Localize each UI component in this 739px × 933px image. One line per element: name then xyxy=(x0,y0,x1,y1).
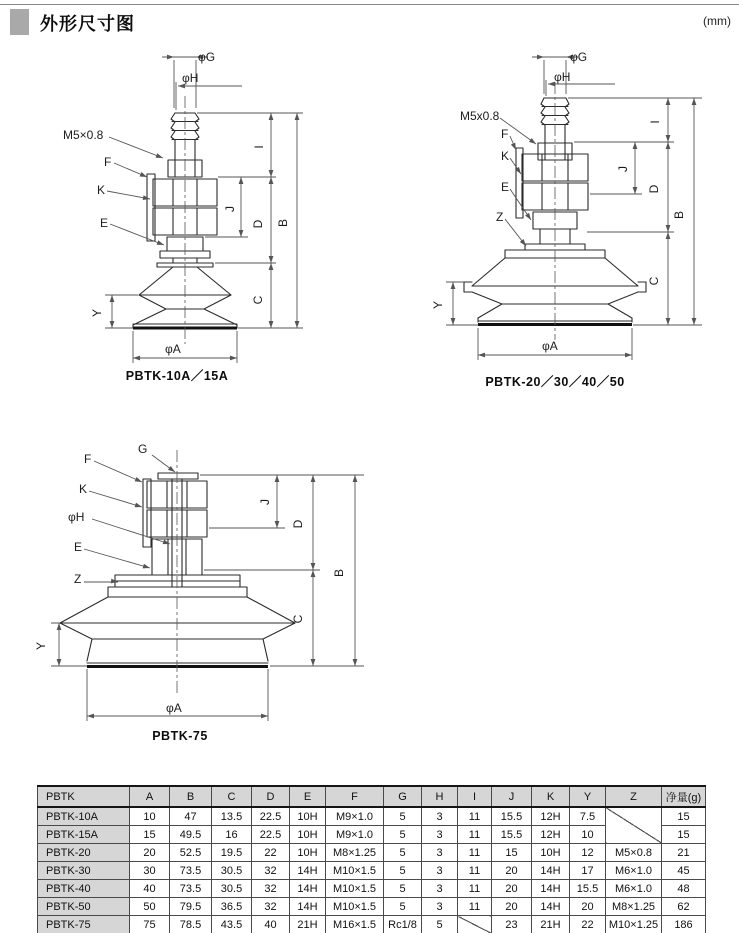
table-cell: 3 xyxy=(422,826,458,844)
table-cell: 21 xyxy=(662,844,706,862)
dim-label-phiH: φH xyxy=(68,510,85,524)
column-header: B xyxy=(170,786,212,807)
table-cell: 30.5 xyxy=(212,880,252,898)
row-model: PBTK-10A xyxy=(38,807,130,826)
dim-label-J: J xyxy=(258,499,272,505)
dim-label-F: F xyxy=(104,155,112,169)
table-cell: 5 xyxy=(384,826,422,844)
table-cell: 12H xyxy=(532,807,570,826)
table-cell: 10H xyxy=(290,844,326,862)
dim-label-F: F xyxy=(501,127,509,141)
table-row xyxy=(38,807,706,826)
row-model: PBTK-30 xyxy=(38,862,130,880)
table-cell: 11 xyxy=(458,807,492,826)
dim-label-D: D xyxy=(647,184,661,194)
technical-drawing xyxy=(30,435,375,755)
table-cell: 10H xyxy=(290,807,326,826)
column-header: A xyxy=(130,786,170,807)
dim-label-B: B xyxy=(332,568,346,578)
table-cell: 49.5 xyxy=(170,826,212,844)
table-cell: 3 xyxy=(422,844,458,862)
dim-label-K: K xyxy=(97,183,106,197)
figure-caption: PBTK-75 xyxy=(152,729,208,743)
table-cell: 22.5 xyxy=(252,826,290,844)
dim-label-D: D xyxy=(291,519,305,529)
table-cell: 12H xyxy=(532,826,570,844)
table-row xyxy=(38,844,706,862)
table-cell: M16×1.5 xyxy=(326,916,384,933)
page-title: 外形尺寸图 xyxy=(40,14,135,34)
dim-label-phiH: φH xyxy=(182,71,199,85)
table-cell: 12 xyxy=(570,844,606,862)
column-header: J xyxy=(492,786,532,807)
table-cell: 3 xyxy=(422,898,458,916)
table-cell: 79.5 xyxy=(170,898,212,916)
column-header: E xyxy=(290,786,326,807)
technical-drawing xyxy=(35,48,315,393)
column-header: PBTK xyxy=(38,786,130,807)
dim-label-D: D xyxy=(251,219,265,229)
dim-label-E: E xyxy=(501,180,510,194)
dim-label-phiG: φG xyxy=(570,50,588,64)
table-cell: 20 xyxy=(492,898,532,916)
top-rule xyxy=(0,4,739,5)
column-header: Y xyxy=(570,786,606,807)
table-cell: 186 xyxy=(662,916,706,933)
table-cell: 20 xyxy=(492,880,532,898)
table-cell: M9×1.0 xyxy=(326,807,384,826)
table-cell: 43.5 xyxy=(212,916,252,933)
table-cell: 14H xyxy=(290,880,326,898)
table-cell: 20 xyxy=(570,898,606,916)
table-cell: 47 xyxy=(170,807,212,826)
table-cell: 5 xyxy=(422,916,458,933)
table-cell: 11 xyxy=(458,862,492,880)
table-cell: M6×1.0 xyxy=(606,862,662,880)
table-cell: 11 xyxy=(458,826,492,844)
dim-label-I: I xyxy=(252,145,266,149)
table-cell: 22 xyxy=(252,844,290,862)
table-cell: 73.5 xyxy=(170,880,212,898)
table-cell: 48 xyxy=(662,880,706,898)
table-cell: 50 xyxy=(130,898,170,916)
table-cell: 3 xyxy=(422,807,458,826)
dim-label-G: G xyxy=(138,442,148,456)
column-header: G xyxy=(384,786,422,807)
table-cell: 20 xyxy=(492,862,532,880)
table-row xyxy=(38,862,706,880)
table-cell: 30.5 xyxy=(212,862,252,880)
dim-label-C: C xyxy=(291,614,305,624)
table-cell: 36.5 xyxy=(212,898,252,916)
row-model: PBTK-75 xyxy=(38,916,130,933)
dim-label-I: I xyxy=(648,120,662,124)
dim-label-C: C xyxy=(647,276,661,286)
row-model: PBTK-40 xyxy=(38,880,130,898)
table-cell: 11 xyxy=(458,880,492,898)
thread-label: M5×0.8 xyxy=(63,128,104,142)
table-cell: 19.5 xyxy=(212,844,252,862)
table-cell: 40 xyxy=(130,880,170,898)
table-cell: 21H xyxy=(290,916,326,933)
table-cell: 62 xyxy=(662,898,706,916)
table-cell: 7.5 xyxy=(570,807,606,826)
table-cell: 22 xyxy=(570,916,606,933)
table-cell xyxy=(606,807,662,844)
row-model: PBTK-15A xyxy=(38,826,130,844)
table-cell: 5 xyxy=(384,898,422,916)
table-cell: 11 xyxy=(458,898,492,916)
table-cell: 5 xyxy=(384,844,422,862)
dim-label-C: C xyxy=(251,295,265,305)
table-cell: 14H xyxy=(532,862,570,880)
header-row xyxy=(38,786,706,807)
table-cell: M10×1.5 xyxy=(326,862,384,880)
table-cell: 10 xyxy=(130,807,170,826)
table-cell: 5 xyxy=(384,862,422,880)
table-cell: 20 xyxy=(130,844,170,862)
table-cell: 32 xyxy=(252,862,290,880)
table-cell: 15.5 xyxy=(492,807,532,826)
table-cell: M8×1.25 xyxy=(606,898,662,916)
title-marker xyxy=(10,9,29,35)
technical-drawing xyxy=(430,48,730,393)
table-cell: 15 xyxy=(662,807,706,826)
table-cell: 14H xyxy=(532,898,570,916)
table-cell: 11 xyxy=(458,844,492,862)
table-cell: M8×1.25 xyxy=(326,844,384,862)
dim-label-E: E xyxy=(100,216,109,230)
table-cell: 15 xyxy=(662,826,706,844)
table-cell: 10H xyxy=(290,826,326,844)
table-cell: 40 xyxy=(252,916,290,933)
table-cell xyxy=(458,916,492,933)
table-cell: 10H xyxy=(532,844,570,862)
column-header: D xyxy=(252,786,290,807)
table-cell: M10×1.5 xyxy=(326,898,384,916)
table-cell: M6×1.0 xyxy=(606,880,662,898)
dim-label-K: K xyxy=(79,482,88,496)
dim-label-F: F xyxy=(84,452,92,466)
table-row xyxy=(38,898,706,916)
table-cell: M10×1.25 xyxy=(606,916,662,933)
dim-label-Y: Y xyxy=(34,641,48,651)
row-model: PBTK-50 xyxy=(38,898,130,916)
table-cell: 15.5 xyxy=(492,826,532,844)
dim-label-phiA: φA xyxy=(166,701,182,715)
column-header: F xyxy=(326,786,384,807)
table-cell: 30 xyxy=(130,862,170,880)
column-header: 净量(g) xyxy=(662,786,706,807)
dimension-lines xyxy=(105,57,303,363)
table-cell: M5×0.8 xyxy=(606,844,662,862)
table-cell: 14H xyxy=(532,880,570,898)
column-header: I xyxy=(458,786,492,807)
table-cell: 15.5 xyxy=(570,880,606,898)
dim-label-phiH: φH xyxy=(554,70,571,84)
table-cell: 15 xyxy=(130,826,170,844)
table-cell: 13.5 xyxy=(212,807,252,826)
table-cell: 75 xyxy=(130,916,170,933)
dim-label-Z: Z xyxy=(74,572,82,586)
figure-caption: PBTK-20／30／40／50 xyxy=(485,375,625,389)
table-row xyxy=(38,880,706,898)
table-cell: M9×1.0 xyxy=(326,826,384,844)
drawing-pbtk-75 xyxy=(30,435,375,755)
table-cell: 32 xyxy=(252,880,290,898)
table-cell: 78.5 xyxy=(170,916,212,933)
dim-label-phiG: φG xyxy=(198,50,216,64)
drawing-pbtk-10a-15a xyxy=(35,48,315,393)
dim-label-Z: Z xyxy=(496,210,504,224)
table-cell: 16 xyxy=(212,826,252,844)
row-model: PBTK-20 xyxy=(38,844,130,862)
table-cell: 14H xyxy=(290,862,326,880)
dim-label-B: B xyxy=(672,210,686,220)
dims-table xyxy=(37,785,706,933)
column-header: Z xyxy=(606,786,662,807)
drawing-pbtk-20-30-40-50 xyxy=(430,48,730,393)
dim-label-phiA: φA xyxy=(542,339,558,353)
column-header: K xyxy=(532,786,570,807)
table-cell: M10×1.5 xyxy=(326,880,384,898)
unit-label: (mm) xyxy=(703,14,731,28)
thread-label: M5x0.8 xyxy=(460,109,500,123)
table-cell: Rc1/8 xyxy=(384,916,422,933)
column-header: C xyxy=(212,786,252,807)
dim-label-E: E xyxy=(74,540,83,554)
table-cell: 17 xyxy=(570,862,606,880)
table-cell: 14H xyxy=(290,898,326,916)
table-cell: 32 xyxy=(252,898,290,916)
table-cell: 52.5 xyxy=(170,844,212,862)
column-header: H xyxy=(422,786,458,807)
dim-label-B: B xyxy=(276,218,290,228)
table-cell: 10 xyxy=(570,826,606,844)
table-cell: 3 xyxy=(422,880,458,898)
dim-label-Y: Y xyxy=(90,308,104,318)
dim-label-Y: Y xyxy=(431,300,445,310)
table-cell: 15 xyxy=(492,844,532,862)
table-cell: 21H xyxy=(532,916,570,933)
table-cell: 73.5 xyxy=(170,862,212,880)
table-cell: 45 xyxy=(662,862,706,880)
table-row xyxy=(38,916,706,933)
table-cell: 3 xyxy=(422,862,458,880)
dim-label-J: J xyxy=(616,166,630,172)
dim-label-phiA: φA xyxy=(165,342,181,356)
dim-label-K: K xyxy=(501,149,510,163)
table-cell: 23 xyxy=(492,916,532,933)
table-row xyxy=(38,826,706,844)
table-cell: 5 xyxy=(384,807,422,826)
figure-caption: PBTK-10A／15A xyxy=(125,369,229,383)
dim-label-J: J xyxy=(223,206,237,212)
table-cell: 22.5 xyxy=(252,807,290,826)
table-cell: 5 xyxy=(384,880,422,898)
